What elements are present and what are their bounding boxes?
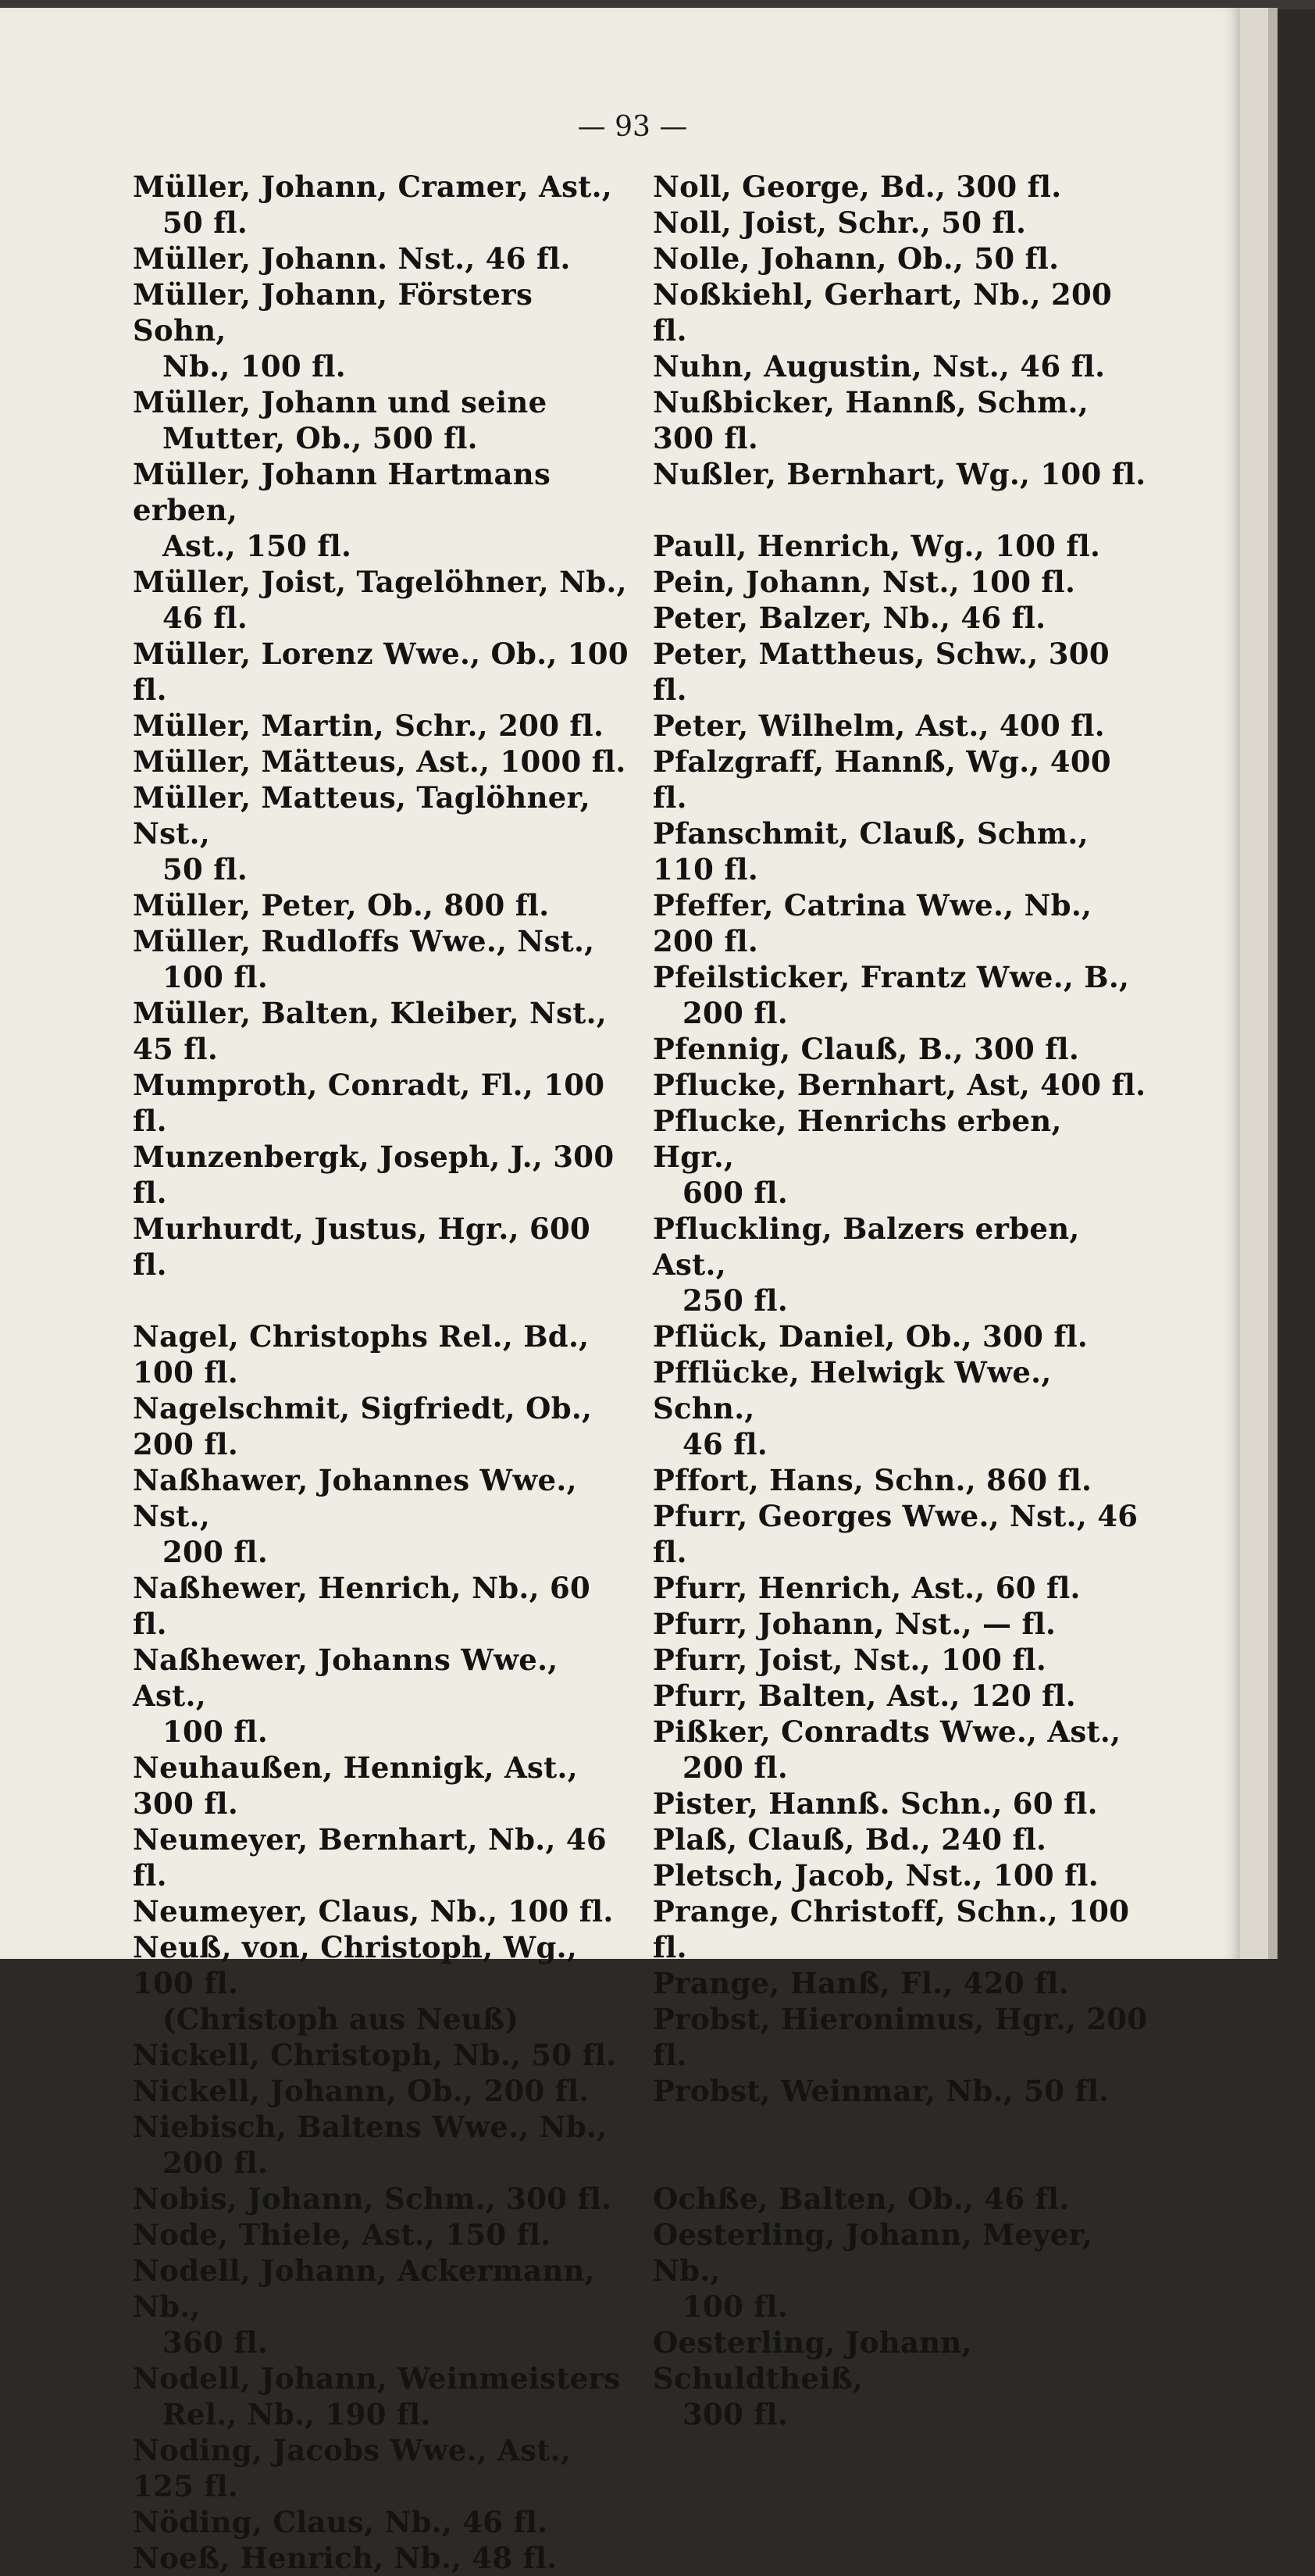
entry-line: Noßkiehl, Gerhart, Nb., 200 fl. (653, 277, 1113, 348)
register-entry (653, 1570, 1153, 1606)
register-entry (653, 564, 1153, 600)
entry-line: Naßhewer, Henrich, Nb., 60 fl. (133, 1571, 591, 1641)
entry-line: Neuß, von, Christoph, Wg., 100 fl. (133, 1930, 577, 2000)
entry-line: Müller, Johann Hartmans erben, (133, 457, 551, 527)
entry-line: Pfanschmit, Clauß, Schm., 110 fl. (653, 816, 1089, 887)
entry-line: Noeß, Henrich, Nb., 48 fl. (133, 2541, 558, 2575)
entry-line: Nöding, Claus, Nb., 46 fl. (133, 2505, 548, 2539)
entry-line: Nodell, Johann, Ackermann, Nb., (133, 2253, 595, 2324)
entry-line: Nußbicker, Hannß, Schm., 300 fl. (653, 385, 1089, 455)
page-edge (1240, 8, 1268, 1959)
entry-line: Nickell, Christoph, Nb., 50 fl. (133, 2038, 617, 2072)
entry-line: Müller, Johann und seine (133, 385, 547, 419)
book-binding-edge (1268, 8, 1278, 1959)
register-entry (653, 1498, 1153, 1570)
register-entry (653, 2001, 1153, 2073)
entry-continuation: 200 fl. (162, 2146, 269, 2180)
entry-line: Mumproth, Conradt, Fl., 100 fl. (133, 1068, 605, 1138)
register-entry (133, 2037, 633, 2073)
entry-line: Naßhewer, Johanns Wwe., Ast., (133, 1643, 558, 1713)
entry-continuation: Mutter, Ob., 500 fl. (162, 421, 478, 455)
register-entry (133, 2360, 633, 2432)
page-number: — 93 — (577, 111, 688, 143)
register-entry (133, 1390, 633, 1462)
register-entry (133, 708, 633, 744)
entry-line: Pfurr, Johann, Nst., — fl. (653, 1607, 1057, 1641)
section-gap (653, 2145, 1153, 2181)
register-entry (133, 923, 633, 995)
entry-continuation: 200 fl. (682, 996, 789, 1030)
entry-line: Paull, Henrich, Wg., 100 fl. (653, 529, 1101, 563)
entry-line: Pfeilsticker, Frantz Wwe., B., (653, 960, 1130, 994)
register-entry (653, 1714, 1153, 1786)
entry-line: Neumeyer, Bernhart, Nb., 46 fl. (133, 1822, 607, 1893)
entry-line: Prange, Hanß, Fl., 420 fl. (653, 1966, 1069, 2000)
register-entry (653, 1211, 1153, 1318)
register-entry (653, 708, 1153, 744)
register-entry (133, 1642, 633, 1750)
register-entry (653, 1965, 1153, 2001)
entry-line: Node, Thiele, Ast., 150 fl. (133, 2217, 551, 2252)
register-entry (653, 1821, 1153, 1857)
entry-line: Pfennig, Clauß, B., 300 fl. (653, 1032, 1080, 1066)
entry-line: Probst, Hieronimus, Hgr., 200 fl. (653, 2002, 1148, 2072)
register-entry (653, 1318, 1153, 1354)
register-entry (653, 456, 1153, 492)
entry-line: Pfalzgraff, Hannß, Wg., 400 fl. (653, 744, 1111, 815)
entry-continuation: 50 fl. (162, 205, 248, 240)
register-entry (133, 744, 633, 780)
register-entry (653, 528, 1153, 564)
register-entry (133, 277, 633, 384)
section-gap (653, 492, 1153, 528)
entry-line: Munzenbergk, Joseph, J., 300 fl. (133, 1140, 615, 1210)
entry-line: Müller, Martin, Schr., 200 fl. (133, 708, 604, 743)
register-entry (653, 1067, 1153, 1103)
register-entry (653, 1031, 1153, 1067)
entry-continuation: 200 fl. (162, 1535, 269, 1569)
register-entry (653, 169, 1153, 205)
register-entry (653, 2073, 1153, 2109)
entry-line: Müller, Mätteus, Ast., 1000 fl. (133, 744, 626, 779)
entry-line: Nickell, Johann, Ob., 200 fl. (133, 2074, 590, 2108)
entry-line: Pfluckling, Balzers erben, Ast., (653, 1211, 1080, 1282)
register-entry (133, 1929, 633, 2037)
register-entry (133, 1893, 633, 1929)
entry-line: Oesterling, Johann, Meyer, Nb., (653, 2217, 1093, 2288)
register-entry (653, 2324, 1153, 2432)
entry-line: Nagelschmit, Sigfriedt, Ob., 200 fl. (133, 1391, 593, 1461)
register-entry (653, 1893, 1153, 1965)
entry-continuation: (Christoph aus Neuß) (162, 2002, 519, 2036)
entry-line: Oesterling, Johann, Schuldtheiß, (653, 2325, 972, 2396)
register-entry (653, 2181, 1153, 2217)
entry-continuation: 46 fl. (162, 601, 248, 635)
entry-line: Pletsch, Jacob, Nst., 100 fl. (653, 1858, 1099, 1893)
register-entry (653, 1354, 1153, 1462)
section-gap (133, 1283, 633, 1318)
entry-continuation: 50 fl. (162, 852, 248, 887)
entry-line: Ochße, Balten, Ob., 46 fl. (653, 2182, 1070, 2216)
entry-line: Nodell, Johann, Weinmeisters (133, 2361, 621, 2396)
register-entry (653, 277, 1153, 348)
register-entry (653, 1786, 1153, 1821)
entry-line: Pißker, Conradts Wwe., Ast., (653, 1714, 1121, 1749)
right-column (653, 169, 1153, 2432)
entry-line: Nolle, Johann, Ob., 50 fl. (653, 241, 1060, 276)
entry-line: Probst, Weinmar, Nb., 50 fl. (653, 2074, 1110, 2108)
entry-line: Müller, Johann, Cramer, Ast., (133, 169, 612, 204)
entry-line: Müller, Matteus, Taglöhner, Nst., (133, 780, 590, 851)
entry-line: Prange, Christoff, Schn., 100 fl. (653, 1894, 1130, 1964)
entry-line: Noll, Joist, Schr., 50 fl. (653, 205, 1027, 240)
register-entry (133, 1139, 633, 1211)
book-page (0, 8, 1240, 2575)
section-gap (653, 2109, 1153, 2145)
entry-continuation: 46 fl. (682, 1427, 768, 1461)
entry-line: Müller, Balten, Kleiber, Nst., 45 fl. (133, 996, 607, 1066)
entry-line: Pfurr, Balten, Ast., 120 fl. (653, 1679, 1076, 1713)
entry-line: Neuhaußen, Hennigk, Ast., 300 fl. (133, 1750, 578, 1821)
register-entry (133, 2432, 633, 2504)
register-entry (133, 456, 633, 564)
entry-line: Pister, Hannß. Schn., 60 fl. (653, 1786, 1098, 1821)
register-entry (653, 959, 1153, 1031)
entry-line: Pfurr, Joist, Nst., 100 fl. (653, 1643, 1047, 1677)
register-entry (653, 1678, 1153, 1714)
entry-line: Nuhn, Augustin, Nst., 46 fl. (653, 349, 1106, 384)
register-entry (133, 2073, 633, 2109)
register-entry (133, 887, 633, 923)
register-entry (653, 1642, 1153, 1678)
register-entry (133, 2109, 633, 2181)
entry-continuation: 250 fl. (682, 1283, 789, 1318)
entry-line: Peter, Balzer, Nb., 46 fl. (653, 601, 1046, 635)
entry-line: Pffort, Hans, Schn., 860 fl. (653, 1463, 1092, 1497)
entry-line: Nußler, Bernhart, Wg., 100 fl. (653, 457, 1146, 491)
register-entry (133, 241, 633, 277)
entry-line: Murhurdt, Justus, Hgr., 600 fl. (133, 1211, 591, 1282)
register-entry (653, 1103, 1153, 1211)
left-column (133, 169, 633, 2576)
register-entry (133, 1462, 633, 1570)
register-entry (133, 169, 633, 241)
register-entry (133, 2504, 633, 2540)
register-entry (653, 1857, 1153, 1893)
entry-line: Nagel, Christophs Rel., Bd., 100 fl. (133, 1319, 590, 1390)
register-entry (653, 348, 1153, 384)
register-entry (133, 780, 633, 887)
entry-line: Pflucke, Bernhart, Ast, 400 fl. (653, 1068, 1146, 1102)
register-entry (653, 600, 1153, 636)
register-entry (133, 384, 633, 456)
register-entry (133, 1821, 633, 1893)
register-entry (133, 1067, 633, 1139)
register-entry (653, 744, 1153, 815)
entry-continuation: 600 fl. (682, 1176, 789, 1210)
entry-line: Müller, Johann, Försters Sohn, (133, 277, 533, 348)
entry-line: Pfurr, Henrich, Ast., 60 fl. (653, 1571, 1081, 1605)
entry-line: Pein, Johann, Nst., 100 fl. (653, 565, 1076, 599)
register-entry (653, 815, 1153, 887)
entry-line: Müller, Lorenz Wwe., Ob., 100 fl. (133, 637, 629, 707)
register-entry (653, 887, 1153, 959)
entry-continuation: Nb., 100 fl. (162, 349, 346, 384)
register-entry (133, 2181, 633, 2217)
entry-continuation: 200 fl. (682, 1750, 789, 1785)
entry-line: Pfurr, Georges Wwe., Nst., 46 fl. (653, 1499, 1139, 1569)
entry-continuation: Rel., Nb., 190 fl. (162, 2397, 431, 2432)
entry-line: Niebisch, Baltens Wwe., Nb., (133, 2110, 608, 2144)
register-entry (133, 636, 633, 708)
entry-continuation: Ast., 150 fl. (162, 529, 352, 563)
register-entry (653, 1606, 1153, 1642)
entry-line: Noll, George, Bd., 300 fl. (653, 169, 1062, 204)
entry-line: Peter, Mattheus, Schw., 300 fl. (653, 637, 1110, 707)
register-entry (653, 636, 1153, 708)
entry-continuation: 360 fl. (162, 2325, 269, 2360)
entry-continuation: 300 fl. (682, 2397, 789, 2432)
register-entry (133, 2540, 633, 2576)
register-entry (133, 995, 633, 1067)
entry-line: Noding, Jacobs Wwe., Ast., 125 fl. (133, 2433, 572, 2503)
entry-line: Peter, Wilhelm, Ast., 400 fl. (653, 708, 1105, 743)
register-entry (653, 2217, 1153, 2324)
register-entry (653, 241, 1153, 277)
register-entry (133, 564, 633, 636)
entry-line: Müller, Johann. Nst., 46 fl. (133, 241, 571, 276)
register-entry (653, 384, 1153, 456)
register-entry (133, 1318, 633, 1390)
entry-line: Pflucke, Henrichs erben, Hgr., (653, 1104, 1062, 1174)
entry-line: Müller, Joist, Tagelöhner, Nb., (133, 565, 627, 599)
entry-line: Müller, Rudloffs Wwe., Nst., (133, 924, 595, 958)
register-entry (133, 1570, 633, 1642)
entry-line: Plaß, Clauß, Bd., 240 fl. (653, 1822, 1047, 1857)
register-entry (133, 1211, 633, 1283)
entry-line: Neumeyer, Claus, Nb., 100 fl. (133, 1894, 614, 1928)
entry-line: Nobis, Johann, Schm., 300 fl. (133, 2182, 612, 2216)
register-entry (133, 2217, 633, 2253)
entry-line: Naßhawer, Johannes Wwe., Nst., (133, 1463, 577, 1533)
entry-continuation: 100 fl. (162, 960, 269, 994)
entry-line: Pfeffer, Catrina Wwe., Nb., 200 fl. (653, 888, 1092, 958)
register-entry (653, 205, 1153, 241)
entry-line: Müller, Peter, Ob., 800 fl. (133, 888, 550, 922)
register-entry (133, 1750, 633, 1821)
entry-continuation: 100 fl. (682, 2289, 789, 2324)
entry-line: Pfflücke, Helwigk Wwe., Schn., (653, 1355, 1052, 1425)
entry-line: Pflück, Daniel, Ob., 300 fl. (653, 1319, 1089, 1354)
entry-continuation: 100 fl. (162, 1714, 269, 1749)
register-entry (133, 2253, 633, 2360)
register-entry (653, 1462, 1153, 1498)
